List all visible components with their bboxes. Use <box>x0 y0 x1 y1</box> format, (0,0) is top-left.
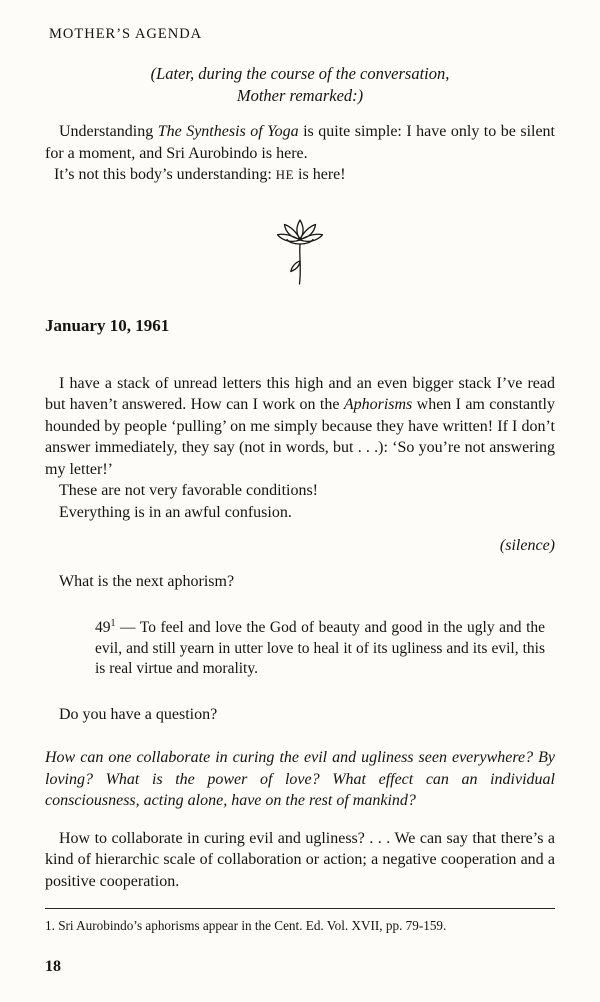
running-header: MOTHER’S AGENDA <box>49 26 203 42</box>
paragraph-confusion: Everything is in an awful confusion. <box>59 503 292 521</box>
stage-direction-line-2: Mother remarked:) <box>236 86 364 105</box>
disciple-question: How can one collaborate in curing the evil and ugliness seen everywhere? By loving? What is the power of love? What effect can an individual consciousness, acting alone, have on the rest of mankind? <box>45 749 555 810</box>
text-run: when I am constantly hounded by people ‘pulling’ on me simply because they have written! If I don’t answer immediately, they say (not in words, but . . .): ‘So you’re not answering my letter!’ <box>45 396 556 478</box>
aphorism-text: — To feel and love the God of beauty and good in the ugly and the evil, and still yearn in utter love to heal it of its ugliness and its evil, this is real virtue and morality. <box>95 619 545 678</box>
aphorism-number: 49 <box>95 619 111 637</box>
italic-run: The Synthesis of Yoga <box>157 123 299 140</box>
silence-note: (silence) <box>499 537 555 554</box>
lotus-flower-icon <box>273 215 327 287</box>
text-run: is here! <box>294 166 346 183</box>
text-run: It’s not this body’s understanding: <box>54 166 276 183</box>
text-run: I have a stack of unread letters this high and an even bigger stack I’ve read but haven’t answered. How can I work on the <box>45 374 555 413</box>
question-next-aphorism: What is the next aphorism? <box>59 572 235 590</box>
paragraph-letters <box>45 373 555 481</box>
italic-run: Aphorisms <box>343 396 413 413</box>
aphorism-block <box>95 614 545 680</box>
footnote-rule <box>45 908 555 934</box>
footnote-reference: 1 <box>110 618 116 629</box>
paragraph-intro-2 <box>45 164 555 187</box>
stage-direction <box>45 63 555 107</box>
paragraph-intro-1 <box>45 121 555 164</box>
date-heading: January 10, 1961 <box>45 315 170 335</box>
stage-direction-line-1: (Later, during the course of the conversation, <box>150 64 450 83</box>
paragraph-conditions: These are not very favorable conditions! <box>59 482 319 499</box>
text-run: is quite simple: I have only to be silent for a moment, and Sri Aurobindo is here. <box>45 123 556 162</box>
footnote <box>45 917 555 934</box>
page-number: 18 <box>45 958 61 976</box>
question-do-you-have: Do you have a question? <box>59 705 218 723</box>
text-run: Understanding <box>59 123 158 140</box>
lotus-ornament <box>45 215 555 289</box>
footnote-text: Sri Aurobindo’s aphorisms appear in the Cent. Ed. Vol. XVII, pp. 79-159. <box>54 918 447 934</box>
footnote-number: 1. <box>45 918 55 934</box>
answer-paragraph: How to collaborate in curing evil and ugliness? . . . We can say that there’s a kind of hierarchic scale of collaboration or action; a negative cooperation and a positive cooperation. <box>45 829 555 890</box>
small-caps-run: HE <box>275 168 295 182</box>
